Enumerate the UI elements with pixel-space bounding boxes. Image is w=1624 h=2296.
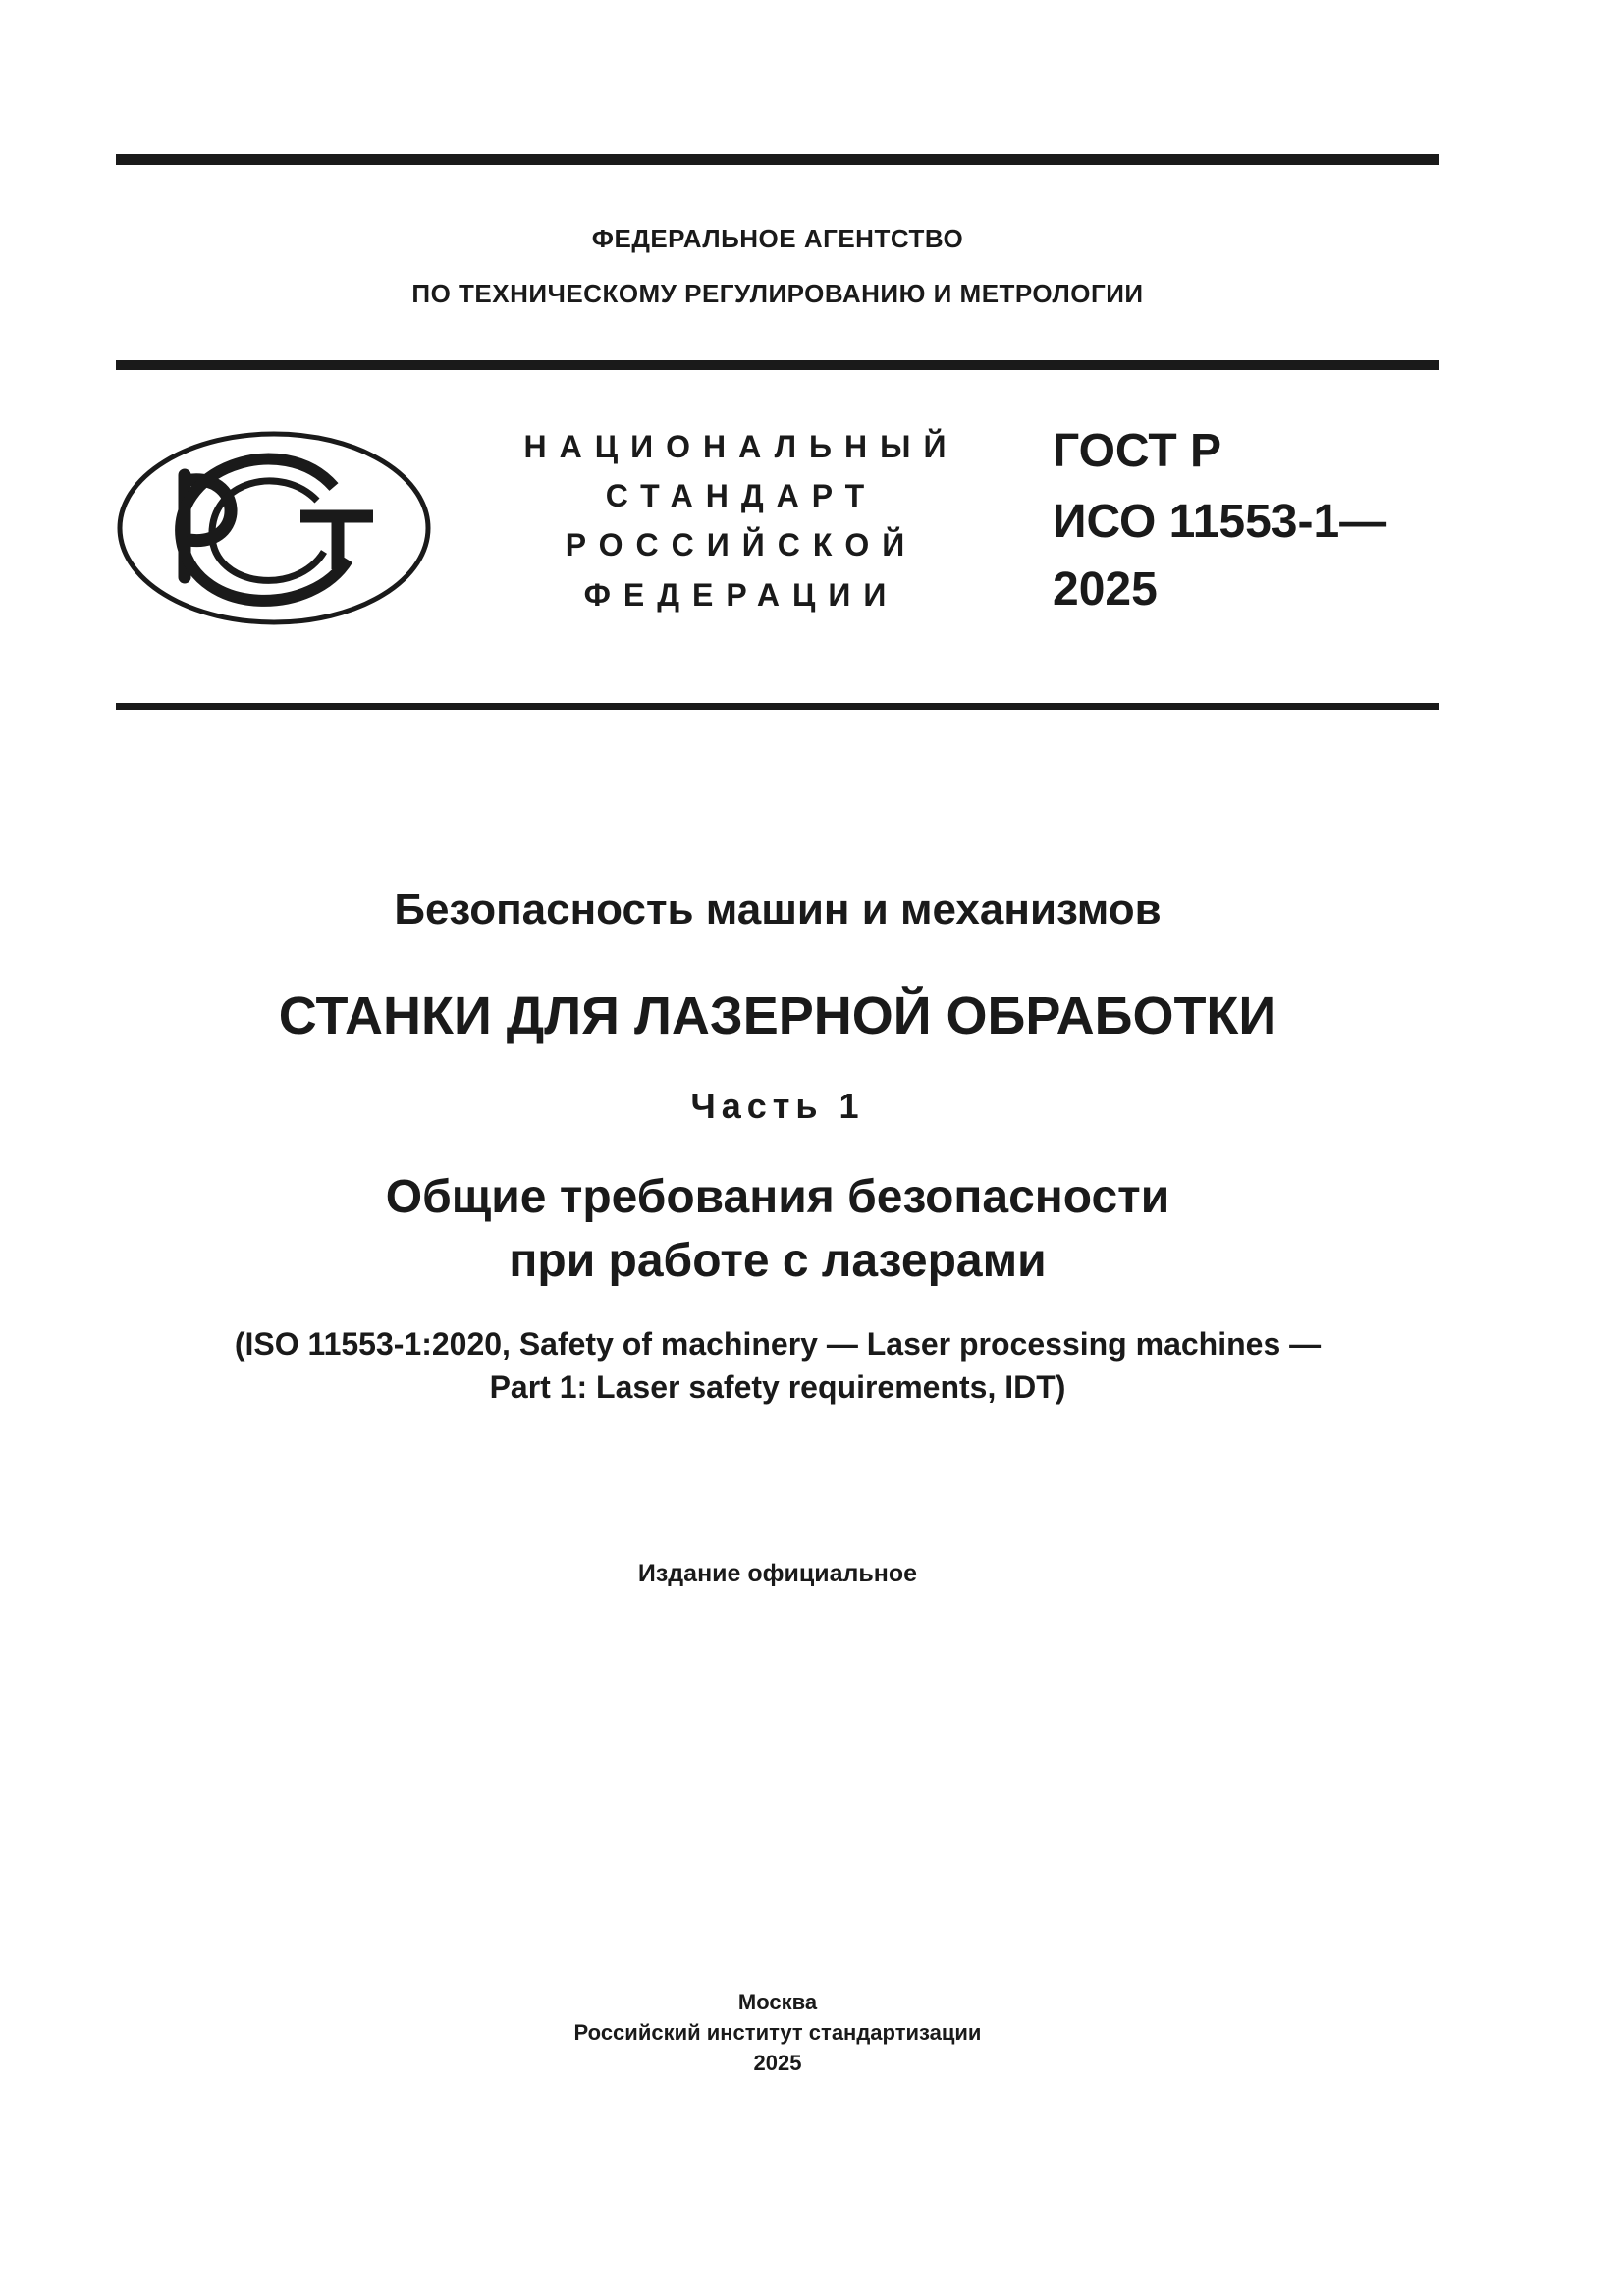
top-rule (116, 154, 1439, 165)
agency-line-1: ФЕДЕРАЛЬНОЕ АГЕНТСТВО (591, 224, 964, 253)
national-standard-line-1: НАЦИОНАЛЬНЫЙ (523, 429, 959, 464)
title-main: СТАНКИ ДЛЯ ЛАЗЕРНОЙ ОБРАБОТКИ (278, 987, 1277, 1045)
iso-reference-line-1: (ISO 11553-1:2020, Safety of machinery — Laser processing machines — (234, 1326, 1322, 1362)
title-safety: Безопасность машин и механизмов (394, 885, 1162, 934)
publisher-year: 2025 (753, 2051, 802, 2075)
national-standard-line-2: СТАНДАРТ (605, 478, 878, 513)
national-standard-line-4: ФЕДЕРАЦИИ (583, 577, 899, 613)
iso-reference-line-2: Part 1: Laser safety requirements, IDT) (489, 1369, 1066, 1405)
standard-designation-line-3: 2025 (1053, 563, 1158, 615)
national-standard-line-3: РОССИЙСКОЙ (565, 527, 918, 562)
subtitle-line-1: Общие требования безопасности (385, 1171, 1170, 1223)
standard-designation-line-1: ГОСТ Р (1053, 425, 1222, 477)
publisher-city: Москва (737, 1990, 818, 2014)
standard-designation-line-2: ИСО 11553-1— (1053, 496, 1387, 548)
agency-line-2: ПО ТЕХНИЧЕСКОМУ РЕГУЛИРОВАНИЮ И МЕТРОЛОГИИ (411, 279, 1144, 308)
rst-certification-mark-icon (116, 430, 432, 626)
edition-note: Издание официальное (637, 1560, 918, 1587)
header-rule (116, 360, 1439, 370)
logo-section-rule (116, 703, 1439, 710)
title-part: Часть 1 (690, 1086, 865, 1126)
subtitle-line-2: при работе с лазерами (509, 1235, 1047, 1287)
publisher-institute: Российский институт стандартизации (573, 2020, 982, 2045)
